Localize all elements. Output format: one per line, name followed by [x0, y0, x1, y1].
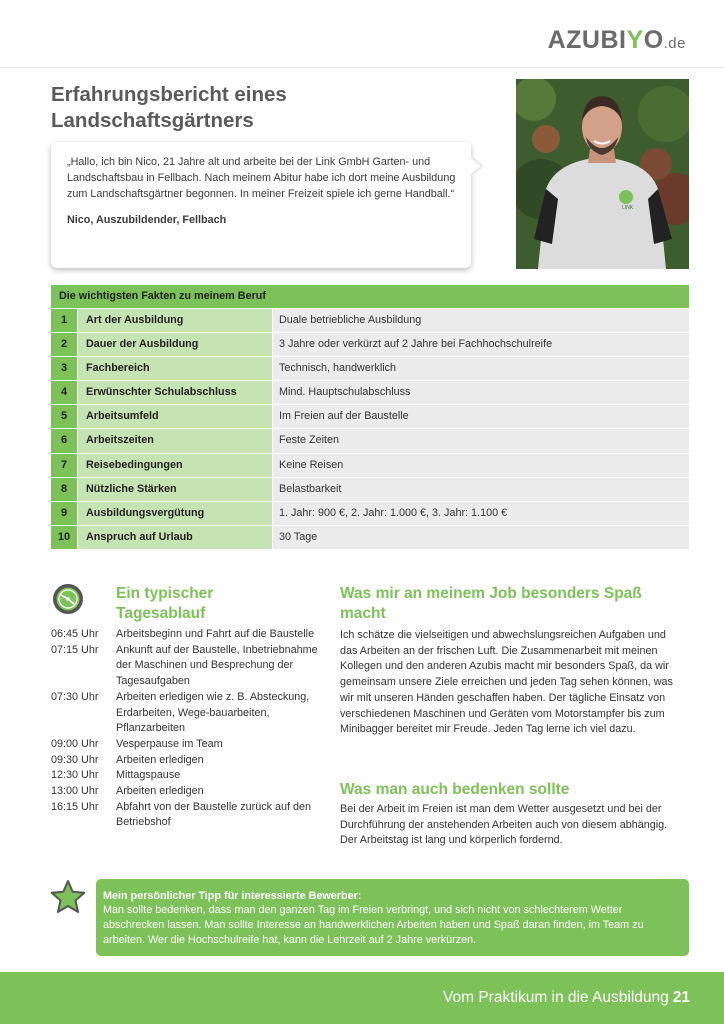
schedule-item [51, 737, 321, 753]
row-number: 9 [51, 502, 77, 525]
schedule-desc: Vesperpause im Team [116, 737, 223, 750]
star-icon [50, 879, 86, 915]
table-row [51, 525, 689, 549]
schedule-time: 12:30 Uhr [51, 769, 99, 782]
row-value: Keine Reisen [272, 454, 689, 477]
table-row [51, 308, 689, 332]
row-value: 3 Jahre oder verkürzt auf 2 Jahre bei Fachhochschulreife [272, 333, 689, 356]
schedule-item [51, 768, 321, 784]
row-number: 8 [51, 478, 77, 501]
schedule-item [51, 753, 321, 769]
table-row [51, 477, 689, 501]
schedule-time: 09:30 Uhr [51, 753, 99, 766]
quote-text: „Hallo, ich bin Nico, 21 Jahre alt und arbeite bei der Link GmbH Garten- und Landschaftsbau in Fellbach. Nach meinem Abitur habe ich dort meine Ausbildung zum Landschaftsgärtner begonnen. In meiner Freizeit spiele ich gerne Handball.“ [67, 156, 456, 200]
portrait-photo [516, 79, 689, 269]
schedule-time: 06:45 Uhr [51, 628, 99, 640]
table-row [51, 332, 689, 356]
schedule-desc: Mittagspause [116, 769, 181, 782]
logo-text-a: AZUBI [547, 26, 627, 54]
row-value: Technisch, handwerklich [272, 357, 689, 380]
row-value: Im Freien auf der Baustelle [272, 405, 689, 428]
day-schedule [51, 627, 321, 831]
table-row [51, 453, 689, 477]
fun-section-text: Ich schätze die vielseitigen und abwechslungsreichen Aufgaben und das Arbeiten an der frischen Luft. Die Zusammenarbeit mit meinen Kollegen und den anderen Azubis macht mir besonders Spaß, da wir gemeinsam unsere Ziele erreichen und jeden Tag sehen können, was wir mit unseren Händen geschaffen haben. Der tägliche Einsatz von verschiedenen Maschinen und Geräten vom Motorstampfer bis zum Minibagger bereitet mir Freude. Jeden Tag lerne ich viel dazu. [340, 629, 673, 736]
row-value: Belastbarkeit [272, 478, 689, 501]
row-label: Erwünschter Schulabschluss [77, 381, 272, 404]
row-value: Feste Zeiten [272, 429, 689, 452]
row-label: Fachbereich [77, 357, 272, 380]
footer-label [443, 989, 690, 1007]
schedule-item [51, 784, 321, 800]
facts-table-header: Die wichtigsten Fakten zu meinem Beruf [51, 285, 689, 308]
day-schedule-title: Ein typischer Tagesablauf [116, 585, 214, 622]
header-divider [0, 67, 724, 68]
row-label: Nützliche Stärken [77, 478, 272, 501]
row-label: Ausbildungsvergütung [77, 502, 272, 525]
schedule-desc: Abfahrt von der Baustelle zurück auf den Betriebshof [116, 800, 312, 829]
row-number: 2 [51, 333, 77, 356]
schedule-desc: Arbeiten erledigen [116, 753, 204, 766]
row-value: 30 Tage [272, 526, 689, 549]
tip-box [96, 879, 689, 956]
row-label: Dauer der Ausbildung [77, 333, 272, 356]
consider-section-title: Was man auch bedenken sollte [340, 781, 570, 798]
quote-author: Nico, Auszubildender, Fellbach [67, 214, 227, 226]
clock-icon [52, 583, 84, 615]
row-label: Art der Ausbildung [77, 309, 272, 332]
table-row [51, 404, 689, 428]
row-number: 4 [51, 381, 77, 404]
row-number: 5 [51, 405, 77, 428]
schedule-desc: Arbeitsbeginn und Fahrt auf die Baustelle [116, 628, 315, 640]
schedule-desc: Ankunft auf der Baustelle, Inbetriebnahme der Maschinen und Besprechung der Tagesaufgaben [116, 643, 318, 688]
row-number: 10 [51, 526, 77, 549]
schedule-item [51, 800, 321, 831]
logo-text-y: Y [626, 26, 644, 54]
logo-text-o: O [643, 26, 664, 54]
schedule-item [51, 690, 321, 737]
consider-section-text: Bei der Arbeit im Freien ist man dem Wetter ausgesetzt und bei der Durchführung der anstehenden Arbeiten auch von diesem abhängig. Der Arbeitstag ist lang und körperlich fordernd. [340, 803, 668, 847]
table-row [51, 501, 689, 525]
fun-section-title: Was mir an meinem Job besonders Spaß macht [340, 585, 642, 622]
logo-tld: .de [663, 35, 686, 52]
row-number: 7 [51, 454, 77, 477]
schedule-desc: Arbeiten erledigen wie z. B. Absteckung, Erdarbeiten, Wege-bauarbeiten, Pflanzarbeiten [116, 690, 310, 735]
schedule-item [51, 643, 321, 690]
row-number: 1 [51, 309, 77, 332]
tip-text: Man sollte bedenken, dass man den ganzen Tag im Freien verbringt, und sich nicht von schlechterem Wetter abschrecken lassen. Man sollte Interesse an handwerklichen Arbeiten haben und Spaß daran finden, im Team zu arbeiten. Wer die Hochschulreife hat, kann die Lehrzeit auf 2 Jahre verkürzen. [103, 904, 644, 946]
azubiyo-logo[interactable] [548, 26, 686, 55]
row-label: Anspruch auf Urlaub [77, 526, 272, 549]
schedule-time: 16:15 Uhr [51, 800, 99, 813]
schedule-time: 13:00 Uhr [51, 785, 99, 798]
row-label: Arbeitszeiten [77, 429, 272, 452]
tip-title: Mein persönlicher Tipp für interessierte Bewerber: [103, 890, 362, 902]
shirt-logo-text: LINK [622, 205, 634, 211]
row-label: Arbeitsumfeld [77, 405, 272, 428]
facts-table [51, 285, 689, 549]
row-value: 1. Jahr: 900 €, 2. Jahr: 1.000 €, 3. Jahr: 1.100 € [272, 502, 689, 525]
table-row [51, 428, 689, 452]
schedule-desc: Arbeiten erledigen [116, 785, 204, 798]
table-row [51, 380, 689, 404]
page-footer [0, 972, 724, 1024]
row-number: 3 [51, 357, 77, 380]
schedule-item [51, 627, 321, 643]
footer-title: Vom Praktikum in die Ausbildung [443, 989, 669, 1006]
page-title: Erfahrungsbericht eines Landschaftsgärtners [51, 83, 287, 132]
schedule-time: 09:00 Uhr [51, 737, 99, 750]
row-value: Mind. Hauptschulabschluss [272, 381, 689, 404]
schedule-time: 07:30 Uhr [51, 690, 99, 703]
page-number: 21 [672, 989, 690, 1006]
schedule-time: 07:15 Uhr [51, 643, 99, 656]
row-value: Duale betriebliche Ausbildung [272, 309, 689, 332]
table-row [51, 356, 689, 380]
row-label: Reisebedingungen [77, 454, 272, 477]
quote-bubble [51, 142, 471, 268]
row-number: 6 [51, 429, 77, 452]
